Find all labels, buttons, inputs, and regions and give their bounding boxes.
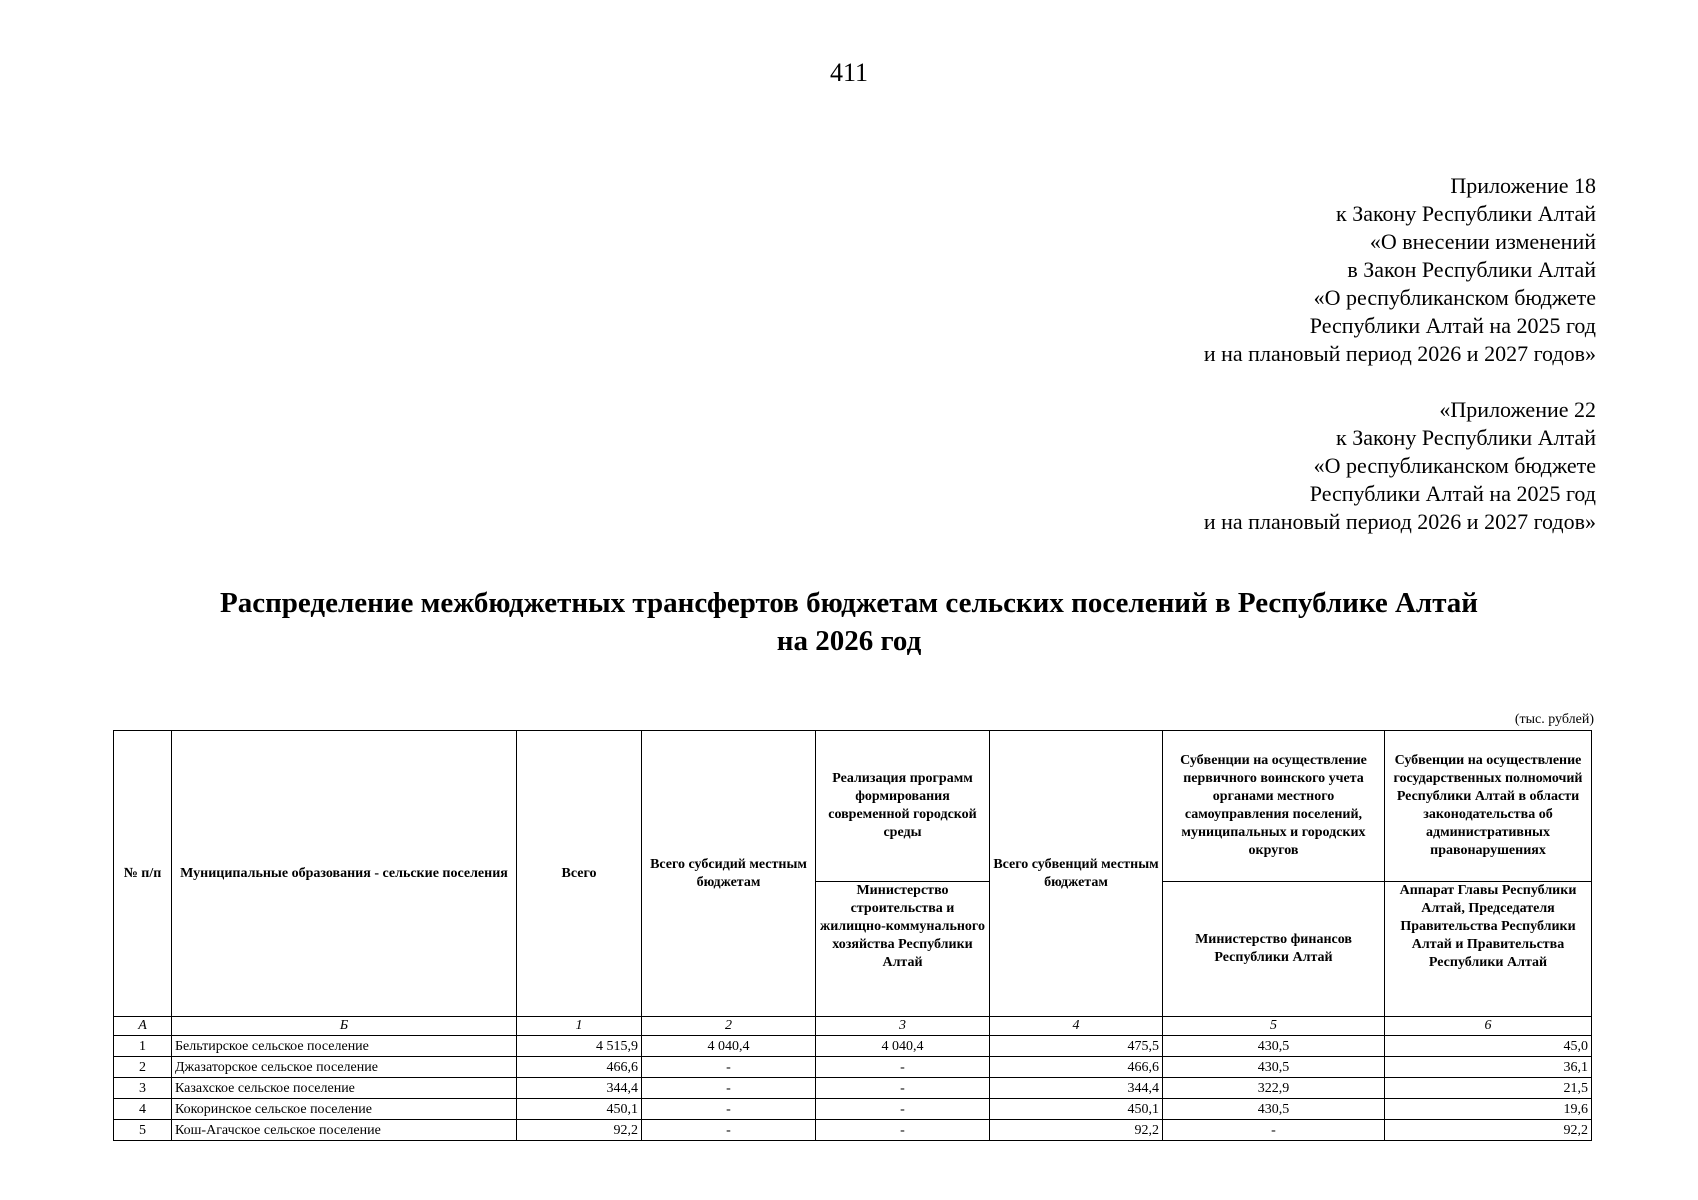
cell-municipality: Кокоринское сельское поселение (172, 1099, 517, 1120)
header-subsidies-total: Всего субсидий местным бюджетам (642, 731, 816, 1017)
cell-num: 1 (114, 1036, 172, 1057)
table-row (114, 1078, 1592, 1099)
cell-urban: - (816, 1120, 990, 1141)
cell-total: 466,6 (517, 1057, 642, 1078)
annex-line: Республики Алтай на 2025 год (1309, 313, 1596, 338)
header-municipality: Муниципальные образования - сельские поселения (172, 731, 517, 1017)
units-label: (тыс. рублей) (1514, 712, 1594, 727)
cell-total: 344,4 (517, 1078, 642, 1099)
column-index-row (114, 1017, 1592, 1036)
header-subventions-total: Всего субвенций местным бюджетам (990, 731, 1163, 1017)
title-line: Распределение межбюджетных трансфертов бюджетам сельских поселений в Республике Алтай (219, 587, 1479, 619)
annex-line: «О республиканском бюджете (1313, 285, 1596, 310)
cell-admin: 45,0 (1385, 1036, 1592, 1057)
cell-urban: - (816, 1057, 990, 1078)
cell-municipality: Казахское сельское поселение (172, 1078, 517, 1099)
annex-line: к Закону Республики Алтай (1336, 201, 1596, 226)
table-row (114, 1099, 1592, 1120)
cell-admin: 92,2 (1385, 1120, 1592, 1141)
cell-num: 2 (114, 1057, 172, 1078)
annex-line: к Закону Республики Алтай (1336, 425, 1596, 450)
cell-admin: 21,5 (1385, 1078, 1592, 1099)
cell-military: 430,5 (1163, 1036, 1385, 1057)
cell-num: 4 (114, 1099, 172, 1120)
annex-line: и на плановый период 2026 и 2027 годов» (1203, 341, 1596, 366)
cell-military: 322,9 (1163, 1078, 1385, 1099)
cell-admin: 19,6 (1385, 1099, 1592, 1120)
annex-line: «Приложение 22 (1439, 397, 1596, 422)
cell-subsidies: - (642, 1057, 816, 1078)
header-administrative-offences: Субвенции на осуществление государственных полномочий Республики Алтай в области законодательства об административных правонарушениях (1385, 731, 1592, 882)
annex-line: Республики Алтай на 2025 год (1309, 481, 1596, 506)
cell-num: 5 (114, 1120, 172, 1141)
cell-total: 4 515,9 (517, 1036, 642, 1057)
cell-military: 430,5 (1163, 1057, 1385, 1078)
annex-line: в Закон Республики Алтай (1347, 257, 1596, 282)
annex-line: и на плановый период 2026 и 2027 годов» (1203, 509, 1596, 534)
cell-subventions: 344,4 (990, 1078, 1163, 1099)
title-line: на 2026 год (776, 625, 922, 657)
table-row (114, 1057, 1592, 1078)
cell-municipality: Джазаторское сельское поселение (172, 1057, 517, 1078)
cell-subventions: 466,6 (990, 1057, 1163, 1078)
cell-num: 3 (114, 1078, 172, 1099)
index-cell: Б (172, 1017, 517, 1036)
index-cell: 5 (1163, 1017, 1385, 1036)
table-row (114, 1120, 1592, 1141)
cell-subventions: 92,2 (990, 1120, 1163, 1141)
header-finance-ministry: Министерство финансов Республики Алтай (1163, 882, 1385, 1017)
annex-line: Приложение 18 (1450, 173, 1596, 198)
cell-military: 430,5 (1163, 1099, 1385, 1120)
transfers-table (113, 730, 1592, 1141)
annex-line: «О республиканском бюджете (1313, 453, 1596, 478)
cell-total: 450,1 (517, 1099, 642, 1120)
page-number: 411 (829, 58, 869, 87)
cell-military: - (1163, 1120, 1385, 1141)
cell-urban: 4 040,4 (816, 1036, 990, 1057)
cell-total: 92,2 (517, 1120, 642, 1141)
index-cell: А (114, 1017, 172, 1036)
cell-subventions: 475,5 (990, 1036, 1163, 1057)
table-row (114, 1036, 1592, 1057)
index-cell: 6 (1385, 1017, 1592, 1036)
document-title (0, 584, 1698, 660)
header-row-top (114, 731, 1592, 882)
cell-subsidies: - (642, 1099, 816, 1120)
annex-line: «О внесении изменений (1369, 229, 1596, 254)
cell-subsidies: - (642, 1120, 816, 1141)
header-military-registration: Субвенции на осуществление первичного воинского учета органами местного самоуправления поселений, муниципальных и городских округов (1163, 731, 1385, 882)
cell-urban: - (816, 1078, 990, 1099)
annex-current-header (1204, 172, 1596, 368)
cell-subsidies: - (642, 1078, 816, 1099)
annex-previous-header (1204, 396, 1596, 536)
header-total: Всего (517, 731, 642, 1017)
index-cell: 4 (990, 1017, 1163, 1036)
cell-admin: 36,1 (1385, 1057, 1592, 1078)
cell-subventions: 450,1 (990, 1099, 1163, 1120)
cell-subsidies: 4 040,4 (642, 1036, 816, 1057)
header-construction-ministry: Министерство строительства и жилищно-коммунального хозяйства Республики Алтай (816, 882, 990, 1017)
header-num: № п/п (114, 731, 172, 1017)
index-cell: 3 (816, 1017, 990, 1036)
index-cell: 2 (642, 1017, 816, 1036)
header-urban-environment: Реализация программ формирования современной городской среды (816, 731, 990, 882)
header-head-office: Аппарат Главы Республики Алтай, Председателя Правительства Республики Алтай и Правительства Республики Алтай (1385, 882, 1592, 1017)
index-cell: 1 (517, 1017, 642, 1036)
cell-municipality: Бельтирское сельское поселение (172, 1036, 517, 1057)
cell-urban: - (816, 1099, 990, 1120)
cell-municipality: Кош-Агачское сельское поселение (172, 1120, 517, 1141)
